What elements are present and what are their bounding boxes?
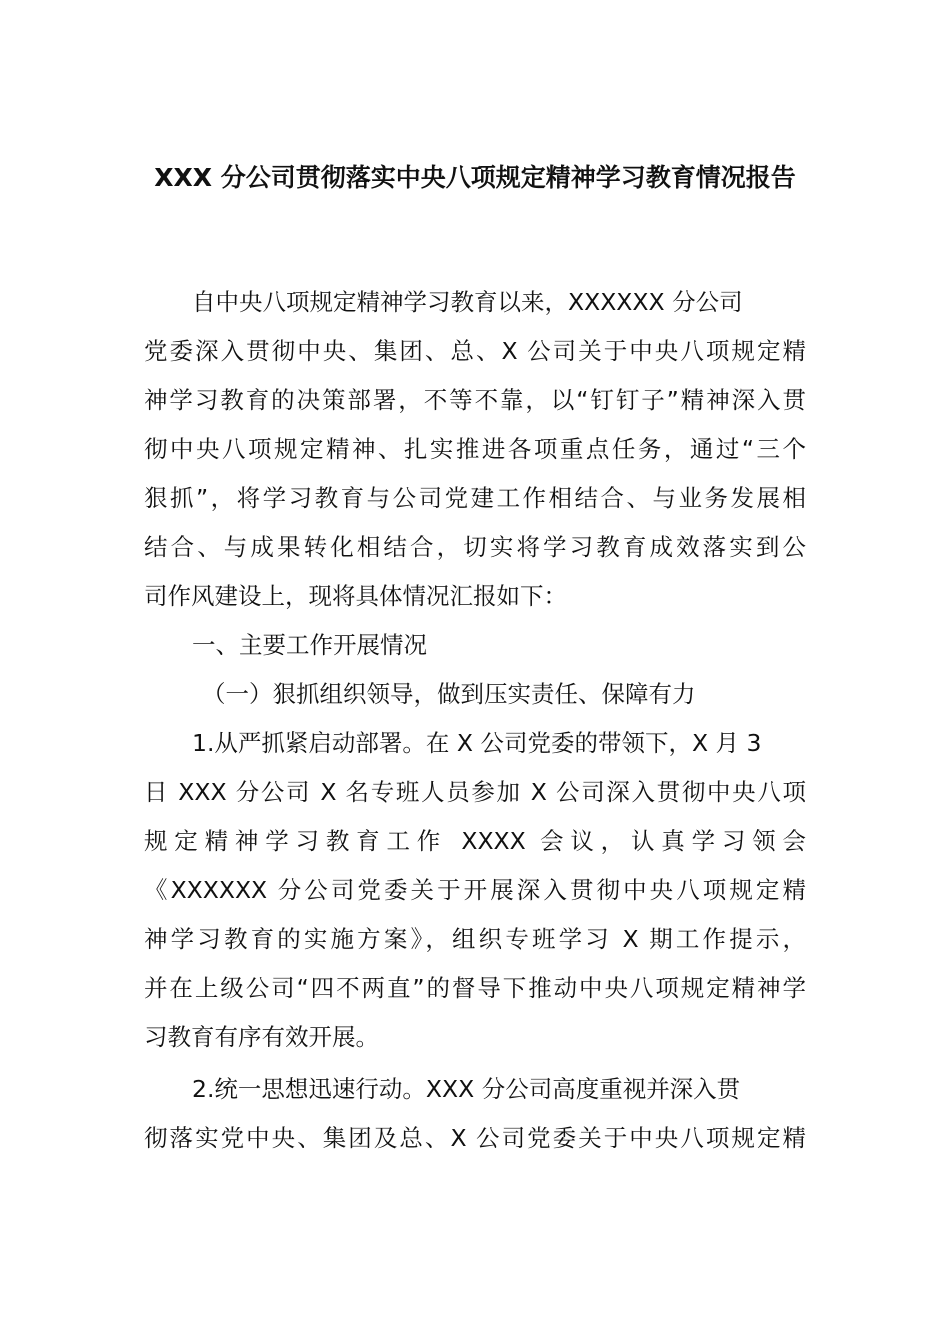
paragraph-line: 司作风建设上，现将具体情况汇报如下： xyxy=(144,582,567,610)
paragraph-line: 日 XXX 分公司 X 名专班人员参加 X 公司深入贯彻中央八项 xyxy=(144,778,806,806)
paragraph-line: 自中央八项规定精神学习教育以来，XXXXXX 分公司 xyxy=(192,288,743,316)
document-title: XXX 分公司贯彻落实中央八项规定精神学习教育情况报告 xyxy=(154,163,796,192)
paragraph-line: 狠抓”，将学习教育与公司党建工作相结合、与业务发展相 xyxy=(144,484,806,512)
paragraph-line: 1.从严抓紧启动部署。在 X 公司党委的带领下，X 月 3 xyxy=(192,729,762,757)
paragraph-line: 《XXXXXX 分公司党委关于开展深入贯彻中央八项规定精 xyxy=(144,876,806,904)
paragraph-line: 党委深入贯彻中央、集团、总、X 公司关于中央八项规定精 xyxy=(144,337,806,365)
paragraph-line: 结合、与成果转化相结合，切实将学习教育成效落实到公 xyxy=(144,533,806,561)
paragraph-line: 习教育有序有效开展。 xyxy=(144,1023,379,1051)
subsection-heading: （一）狠抓组织领导，做到压实责任、保障有力 xyxy=(202,680,696,708)
paragraph-line: 并在上级公司“四不两直”的督导下推动中央八项规定精神学 xyxy=(144,974,806,1002)
paragraph-line: 彻中央八项规定精神、扎实推进各项重点任务，通过“三个 xyxy=(144,435,806,463)
paragraph-line: 神学习教育的决策部署，不等不靠，以“钉钉子”精神深入贯 xyxy=(144,386,806,414)
paragraph-line: 规定精神学习教育工作 XXXX 会议，认真学习领会 xyxy=(144,827,806,855)
paragraph-line: 神学习教育的实施方案》，组织专班学习 X 期工作提示， xyxy=(144,925,806,953)
paragraph-line: 2.统一思想迅速行动。XXX 分公司高度重视并深入贯 xyxy=(192,1075,741,1103)
paragraph-line: 彻落实党中央、集团及总、X 公司党委关于中央八项规定精 xyxy=(144,1124,806,1152)
document-body xyxy=(144,278,806,1163)
section-heading: 一、主要工作开展情况 xyxy=(192,631,427,659)
